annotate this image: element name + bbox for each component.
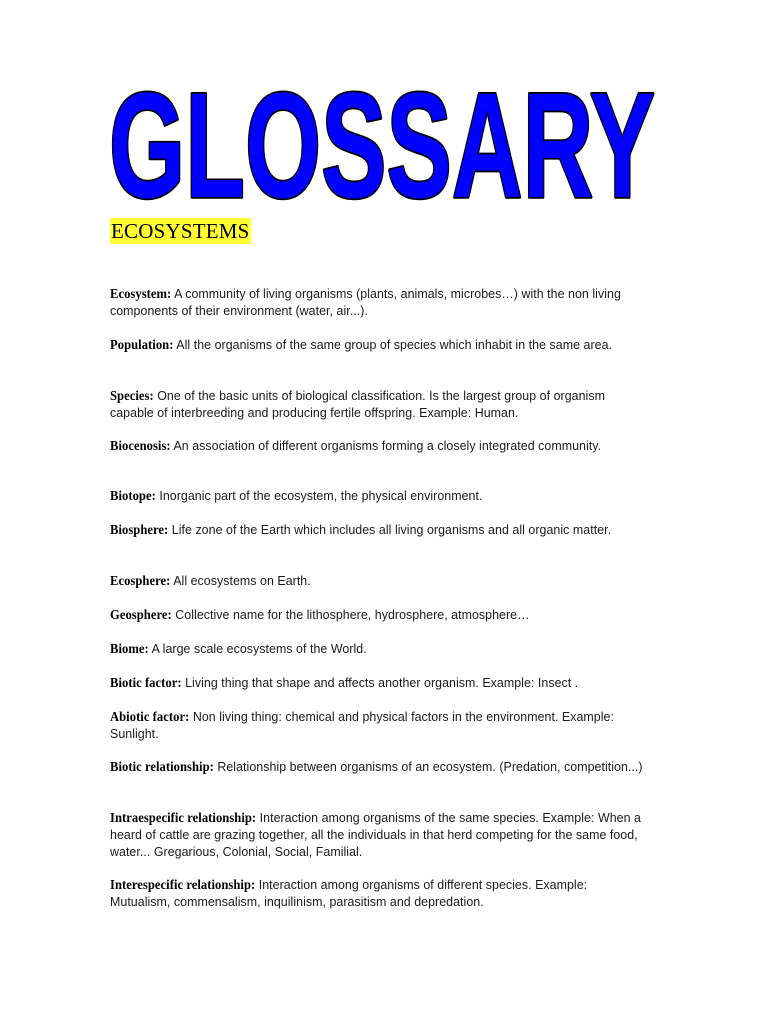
glossary-definition: Living thing that shape and affects another organism. Example: Insect . (185, 675, 579, 690)
glossary-definition: A large scale ecosystems of the World. (151, 641, 367, 656)
glossary-term: Biosphere: (110, 522, 169, 537)
glossary-entry (110, 437, 651, 454)
title-text: GLOSSARY (109, 76, 655, 206)
glossary-entry (110, 336, 651, 353)
glossary-definition: All ecosystems on Earth. (173, 573, 311, 588)
glossary-entry (110, 876, 651, 910)
glossary-term: Biotic factor: (110, 675, 182, 690)
title-wordart (106, 76, 658, 206)
glossary-entry (110, 387, 651, 421)
glossary-term: Ecosystem: (110, 286, 172, 301)
section-heading: ECOSYSTEMS (111, 219, 250, 243)
glossary-entry (110, 521, 651, 538)
glossary-term: Biotope: (110, 488, 156, 503)
glossary-definition: Inorganic part of the ecosystem, the physical environment. (159, 488, 483, 503)
glossary-term: Species: (110, 388, 154, 403)
glossary-definition: Relationship between organisms of an ecosystem. (Predation, competition...) (217, 759, 643, 774)
glossary-definition: One of the basic units of biological classification. Is the largest group of organism capable of interbreeding and producing fertile offspring. Example: Human. (110, 388, 605, 420)
glossary-entry (110, 758, 651, 775)
glossary-definition: All the organisms of the same group of species which inhabit in the same area. (176, 337, 613, 352)
glossary-entry (110, 487, 651, 504)
glossary-term: Biocenosis: (110, 438, 171, 453)
glossary-term: Interespecific relationship: (110, 877, 256, 892)
glossary-definition: An association of different organisms forming a closely integrated community. (173, 438, 602, 453)
glossary-entry (110, 809, 651, 860)
glossary-entry (110, 606, 651, 623)
glossary-term: Ecosphere: (110, 573, 171, 588)
glossary-entry (110, 674, 651, 691)
glossary-definition: Interaction among organisms of the same species. Example: When a heard of cattle are grazing together, all the individuals in that herd competing for the same food, water... Gregarious, Colonial, Social, Familial. (110, 810, 641, 859)
glossary-term: Geosphere: (110, 607, 172, 622)
glossary-definition: Non living thing: chemical and physical factors in the environment. Example: Sunlight. (110, 709, 614, 741)
glossary-entry (110, 285, 651, 319)
glossary-entry (110, 708, 651, 742)
glossary-definition: A community of living organisms (plants, animals, microbes…) with the non living components of their environment (water, air...). (110, 286, 621, 318)
glossary-entry (110, 640, 651, 657)
glossary-term: Biotic relationship: (110, 759, 214, 774)
glossary-term: Population: (110, 337, 174, 352)
page-title (106, 76, 658, 206)
glossary-term: Abiotic factor: (110, 709, 190, 724)
glossary-entry (110, 572, 651, 589)
glossary-term: Intraespecific relationship: (110, 810, 257, 825)
glossary-definition: Interaction among organisms of different species. Example: Mutualism, commensalism, inquilinism, parasitism and depredation. (110, 877, 588, 909)
glossary-definition: Collective name for the lithosphere, hydrosphere, atmosphere… (175, 607, 530, 622)
glossary-definition: Life zone of the Earth which includes all living organisms and all organic matter. (171, 522, 612, 537)
glossary-term: Biome: (110, 641, 149, 656)
